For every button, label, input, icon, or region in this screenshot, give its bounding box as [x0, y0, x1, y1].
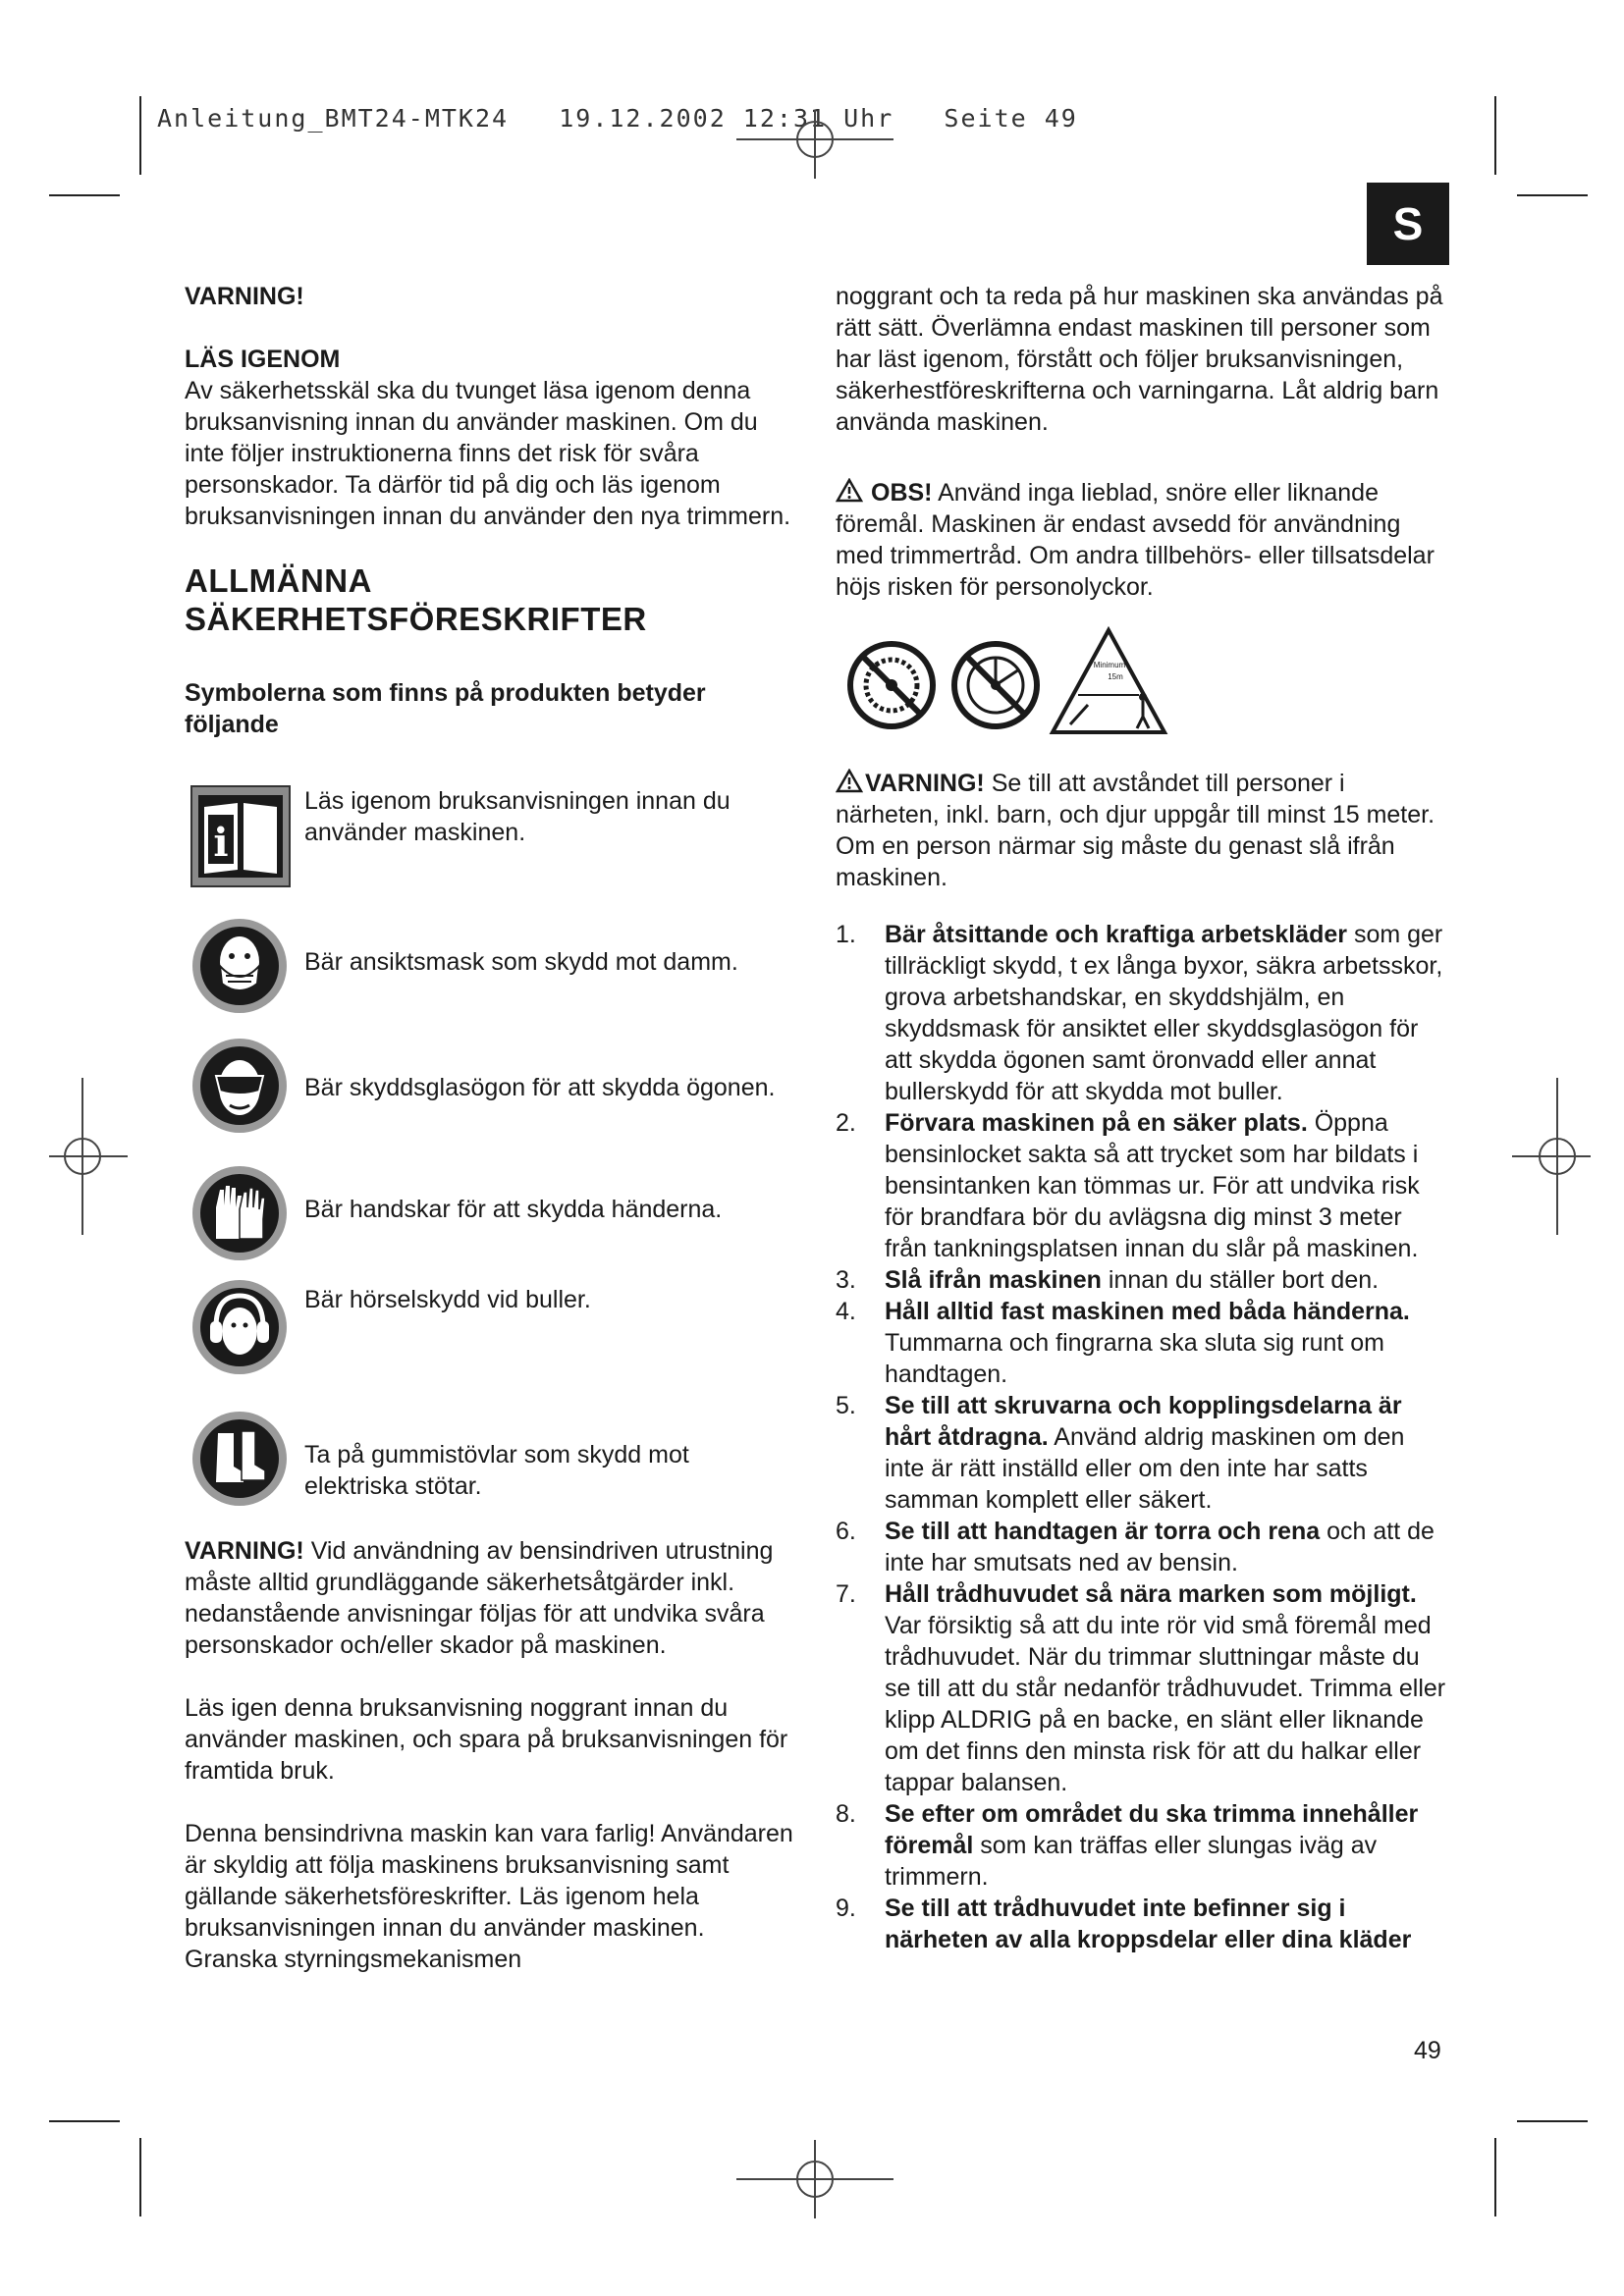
list-item	[836, 1893, 1449, 1955]
distance-sign-value: 15m	[1108, 672, 1123, 681]
warning-triangle-icon	[836, 769, 863, 793]
face-mask-icon	[190, 917, 289, 1015]
rule-bold: Håll trådhuvudet så nära marken som möjligt.	[885, 1580, 1417, 1608]
list-item	[836, 919, 1449, 1107]
list-item	[836, 1516, 1449, 1578]
registration-mark-icon	[736, 110, 893, 179]
warning-triangle-icon	[836, 478, 863, 503]
list-item	[836, 1798, 1449, 1893]
left-column	[185, 281, 793, 740]
right-column	[836, 281, 1449, 603]
list-number: 2.	[836, 1109, 856, 1137]
rule-bold: Slå ifrån maskinen	[885, 1266, 1102, 1294]
no-blade-icon	[846, 640, 937, 730]
registration-mark-icon	[1512, 1078, 1591, 1235]
rule-bold: Förvara maskinen på en säker plats.	[885, 1109, 1308, 1137]
list-item	[836, 1107, 1449, 1264]
list-number: 1.	[836, 921, 856, 948]
rule-text: och att de inte har smutsats ned av bensin.	[885, 1518, 1435, 1576]
crop-mark	[1494, 2138, 1496, 2216]
rubber-boots-icon	[190, 1410, 289, 1508]
list-number: 4.	[836, 1298, 856, 1325]
symbol-text: Bär ansiktsmask som skydd mot damm.	[304, 948, 738, 976]
list-item	[836, 1264, 1449, 1296]
ear-protection-icon	[190, 1278, 289, 1376]
language-tab: S	[1367, 183, 1449, 265]
obs-paragraph	[836, 477, 1449, 603]
crop-mark	[1517, 2120, 1588, 2122]
symbol-text: Bär handskar för att skydda händerna.	[304, 1196, 723, 1223]
read-through-heading: LÄS IGENOM	[185, 346, 341, 373]
rule-bold: Se till att handtagen är torra och rena	[885, 1518, 1321, 1545]
distance-sign-label: Minimum	[1093, 661, 1126, 669]
rule-bold: Håll alltid fast maskinen med båda händerna.	[885, 1298, 1410, 1325]
left-column-lower	[185, 1535, 793, 1975]
warning-text: Vid användning av bensindriven utrustning måste alltid grundläggande säkerhetsåtgärder inkl. nedanstående anvisningar följas för att undvika svåra personskador och/eller skador på maskinen.	[185, 1537, 774, 1659]
registration-mark-icon	[49, 1078, 128, 1235]
manual-book-icon	[190, 785, 291, 887]
list-number: 9.	[836, 1895, 856, 1922]
symbol-text: Läs igenom bruksanvisningen innan du använder maskinen.	[304, 787, 731, 846]
symbol-text: Bär hörselskydd vid buller.	[304, 1286, 591, 1313]
distance-warning-text: Se till att avståndet till personer i närheten, inkl. barn, och djur uppgår till minst 15 meter. Om en person närmar sig måste du genast slå ifrån maskinen.	[836, 770, 1435, 891]
list-number: 8.	[836, 1800, 856, 1828]
symbols-heading: Symbolerna som finns på produkten betyder följande	[185, 679, 706, 738]
svg-text:i: i	[213, 820, 229, 866]
no-saw-blade-icon	[950, 640, 1041, 730]
symbol-text: Ta på gummistövlar som skydd mot elektriska stötar.	[304, 1441, 689, 1500]
list-number: 5.	[836, 1392, 856, 1419]
rule-bold: Se till att trådhuvudet inte befinner sig i närheten av alla kroppsdelar eller dina kläder	[885, 1895, 1412, 1953]
crop-mark	[49, 194, 120, 196]
rule-text: Var försiktig så att du inte rör vid små föremål med trådhuvudet. När du trimmar sluttningar måste du se till att du står nedanför trådhuvudet. Trimma eller klipp ALDRIG på en backe, en slänt eller liknande om det finns den minsta risk för att du halkar eller tappar balansen.	[885, 1612, 1446, 1796]
symbol-text: Bär skyddsglasögon för att skydda ögonen.	[304, 1074, 776, 1101]
continued-paragraph: noggrant och ta reda på hur maskinen ska användas på rätt sätt. Överlämna endast maskinen till personer som har läst igenom, förstått och följer bruksanvisningen, säkerhestföreskrifterna och varningarna. Låt aldrig barn använda maskinen.	[836, 283, 1443, 436]
safety-goggles-icon	[190, 1037, 289, 1135]
warning-heading: VARNING!	[185, 283, 304, 310]
crop-mark	[1517, 194, 1588, 196]
rule-text: Tummarna och fingrarna ska sluta sig runt om handtagen.	[885, 1329, 1385, 1388]
rule-text: Använd aldrig maskinen om den inte är rätt inställd eller om den inte har satts samman komplett eller säkert.	[885, 1423, 1405, 1514]
section-title-line2: SÄKERHETSFÖRESKRIFTER	[185, 601, 647, 637]
list-item	[836, 1578, 1449, 1798]
right-column-lower	[836, 768, 1449, 1955]
rule-text: som ger tillräckligt skydd, t ex långa byxor, säkra arbetsskor, grova arbetshandskar, en skyddshjälm, en skyddsmask för ansiktet eller skyddsglasögon för att skydda ögonen samt öronvadd eller annat bullerskydd för att skydda mot buller.	[885, 921, 1443, 1105]
registration-mark-icon	[736, 2140, 893, 2218]
rule-text: innan du ställer bort den.	[1101, 1266, 1380, 1294]
section-title-line1: ALLMÄNNA	[185, 562, 372, 599]
crop-mark	[139, 96, 141, 175]
distance-warning-paragraph	[836, 768, 1449, 893]
rule-bold: Se till att skruvarna och kopplingsdelarna är hårt åtdragna.	[885, 1392, 1402, 1451]
safety-rules-list	[836, 919, 1449, 1955]
rule-bold: Se efter om området du ska trimma innehåller föremål	[885, 1800, 1419, 1859]
page-number: 49	[1414, 2037, 1441, 2064]
gloves-icon	[190, 1164, 289, 1262]
print-header: Anleitung_BMT24-MTK24 19.12.2002 12:31 Uhr Seite 49	[157, 104, 1078, 133]
distance-warning-label: VARNING!	[865, 770, 985, 797]
list-number: 7.	[836, 1580, 856, 1608]
warning-paragraph	[185, 1535, 793, 1661]
obs-text: Använd inga lieblad, snöre eller liknande föremål. Maskinen är endast avsedd för användning med trimmertråd. Om andra tillbehörs- eller tillsatsdelar höjs risken för personolyckor.	[836, 479, 1435, 601]
crop-mark	[139, 2138, 141, 2216]
warning-label: VARNING!	[185, 1537, 304, 1565]
rule-bold: Bär åtsittande och kraftiga arbetskläder	[885, 921, 1347, 948]
rule-text: Öppna bensinlocket sakta så att trycket som har bildats i bensintanken kan tömmas ur. För att undvika risk för brandfara bör du avlägsna dig minst 3 meter från tankningsplatsen innan du slår på maskinen.	[885, 1109, 1420, 1262]
list-number: 3.	[836, 1266, 856, 1294]
crop-mark	[1494, 96, 1496, 175]
read-through-paragraph: Av säkerhetsskäl ska du tvunget läsa igenom denna bruksanvisning innan du använder maskinen. Om du inte följer instruktionerna finns det risk för svåra personskador. Ta därför tid på dig och läs igenom bruksanvisningen innan du använder den nya trimmern.	[185, 377, 791, 530]
obs-label: OBS!	[871, 479, 933, 507]
list-item	[836, 1296, 1449, 1390]
read-again-paragraph: Läs igen denna bruksanvisning noggrant innan du använder maskinen, och spara på bruksanvisningen för framtida bruk.	[185, 1694, 788, 1785]
rule-text: som kan träffas eller slungas iväg av trimmern.	[885, 1832, 1378, 1891]
list-number: 6.	[836, 1518, 856, 1545]
list-item	[836, 1390, 1449, 1516]
distance-warning-icon	[1049, 626, 1168, 736]
danger-paragraph: Denna bensindrivna maskin kan vara farlig! Användaren är skyldig att följa maskinens bruksanvisning samt gällande säkerhetsföreskrifter. Läs igenom hela bruksanvisningen innan du använder maskinen. Granska styrningsmekanismen	[185, 1820, 793, 1973]
crop-mark	[49, 2120, 120, 2122]
